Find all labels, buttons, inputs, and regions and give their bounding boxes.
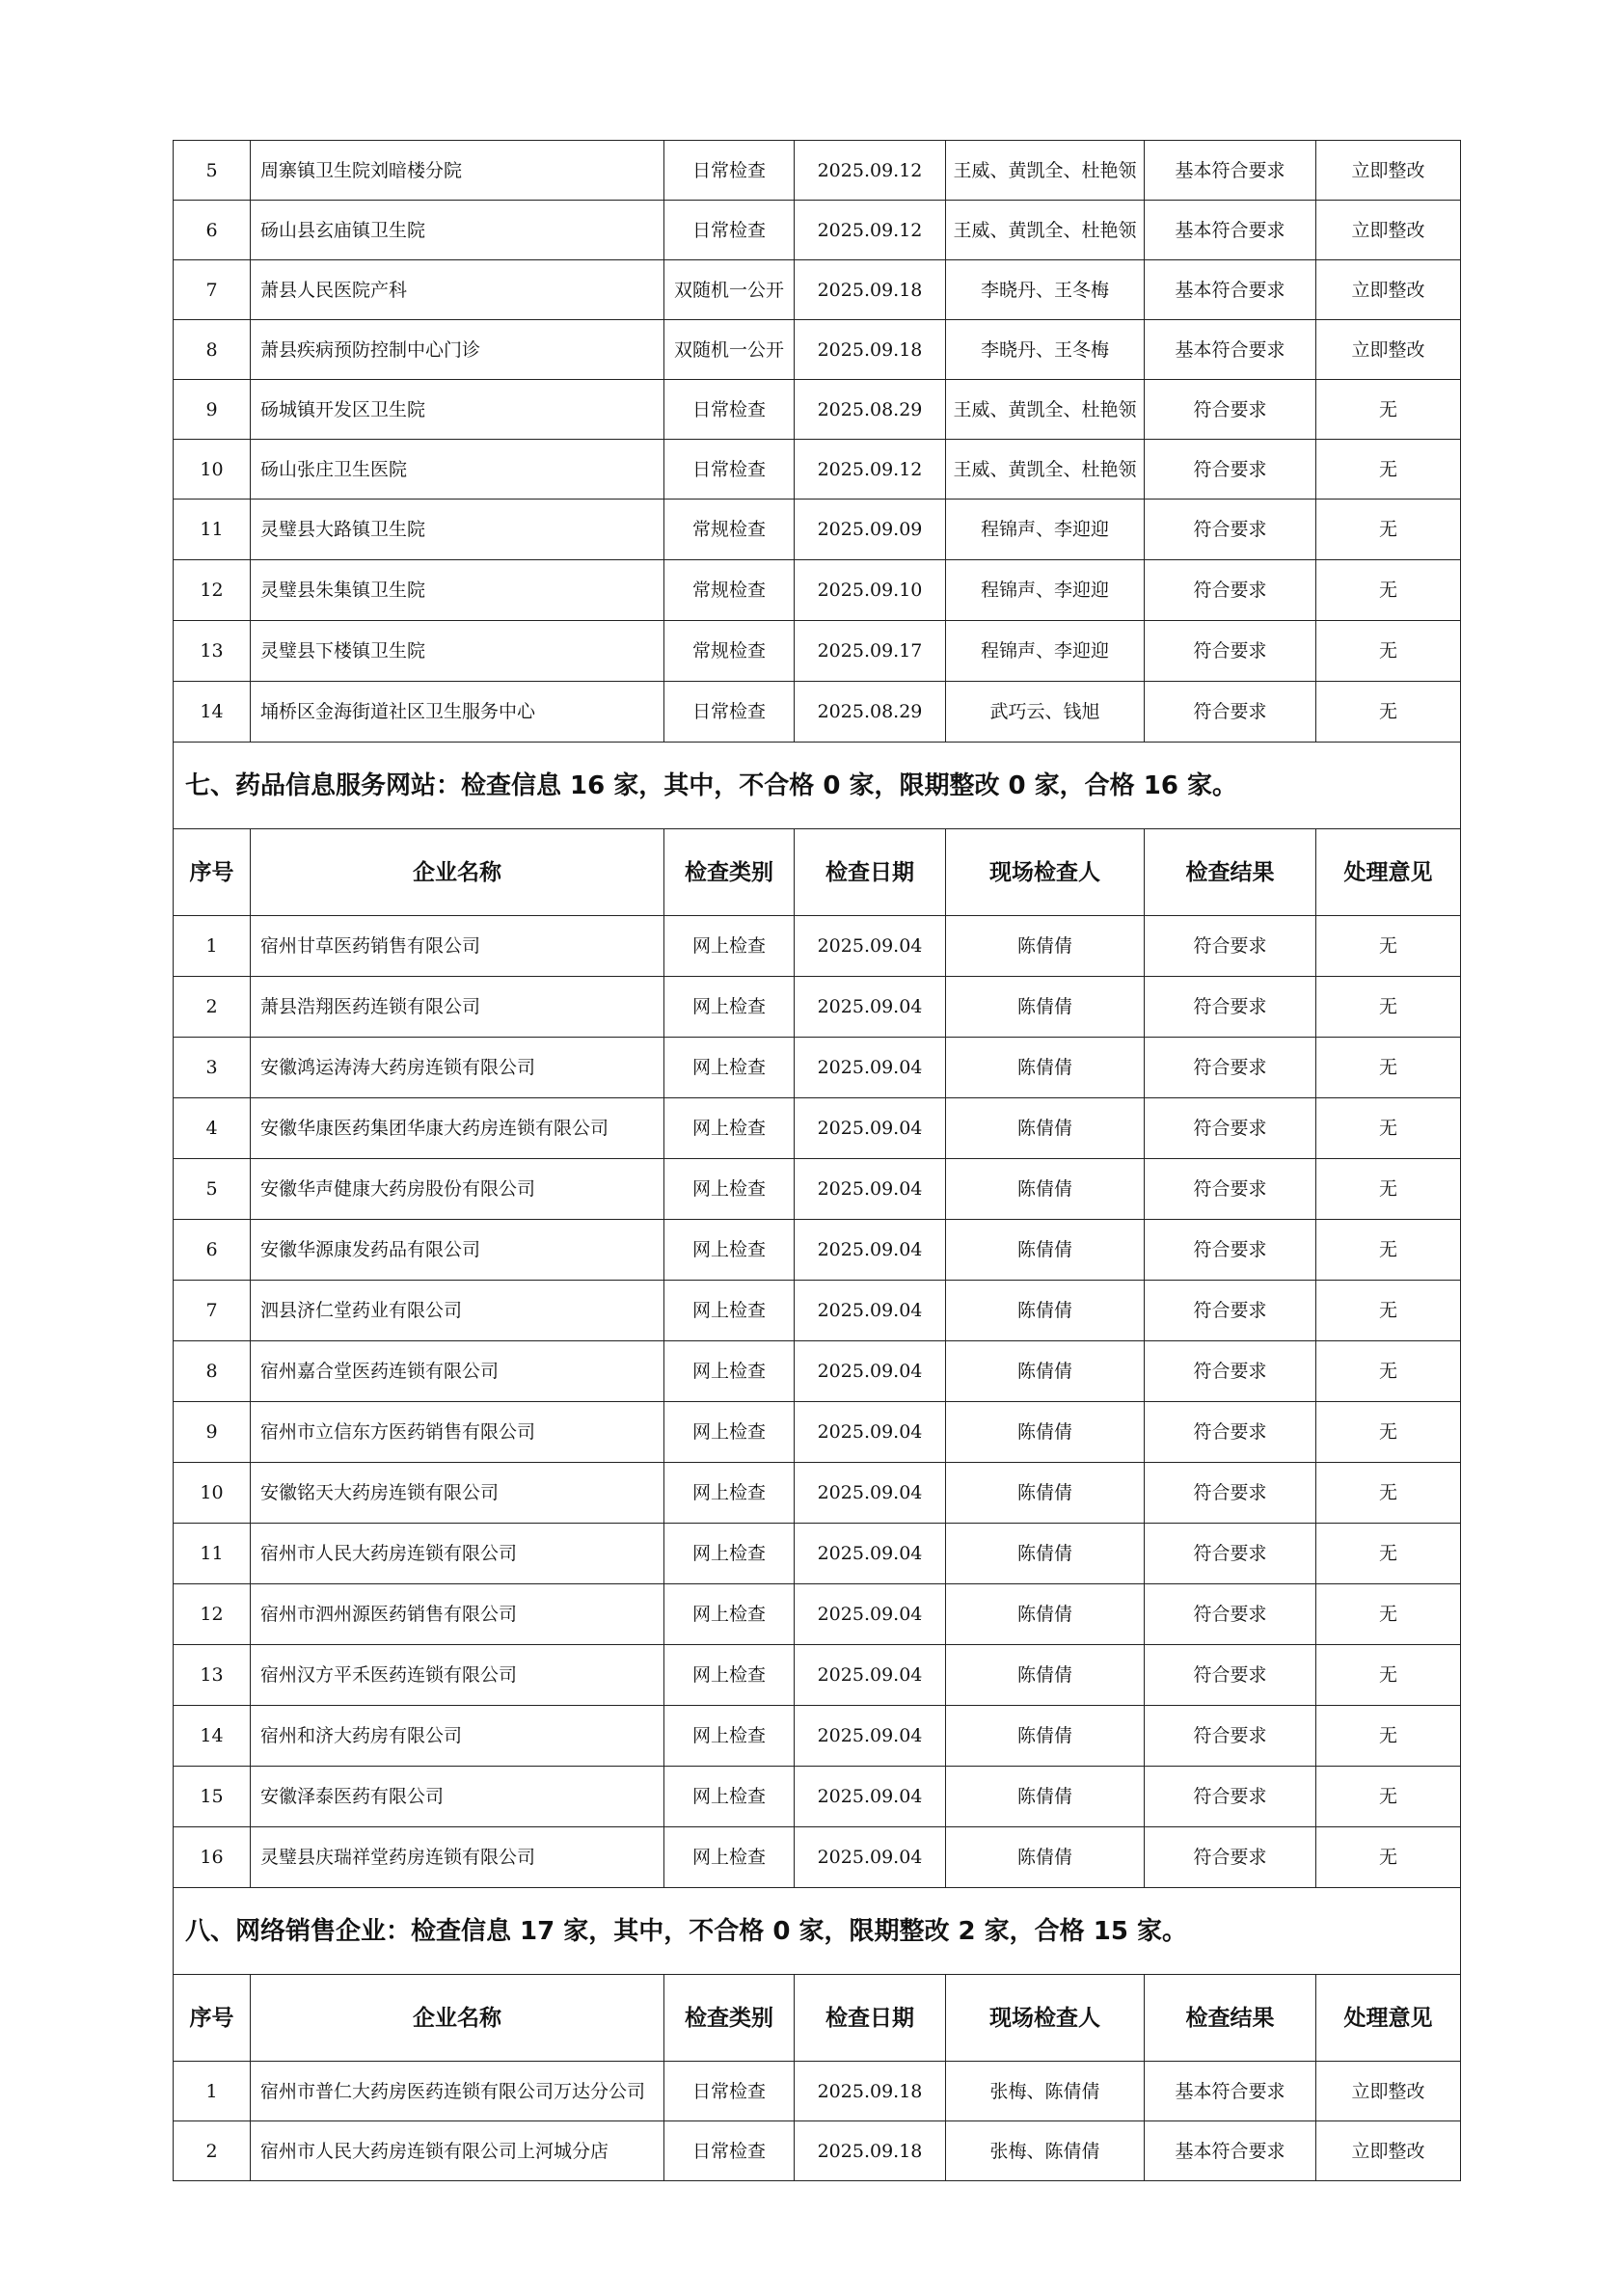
cell-name: 宿州汉方平禾医药连锁有限公司 xyxy=(251,1645,664,1706)
cell-opinion: 无 xyxy=(1316,682,1461,743)
cell-date: 2025.09.17 xyxy=(795,621,946,682)
table-header-row xyxy=(174,829,1461,916)
cell-seq: 7 xyxy=(174,1281,251,1341)
cell-name: 埇桥区金海街道社区卫生服务中心 xyxy=(251,682,664,743)
cell-name: 宿州市人民大药房连锁有限公司上河城分店 xyxy=(251,2121,664,2181)
cell-date: 2025.09.04 xyxy=(795,1159,946,1220)
cell-date: 2025.09.12 xyxy=(795,201,946,260)
cell-opinion: 无 xyxy=(1316,1281,1461,1341)
cell-seq: 12 xyxy=(174,560,251,621)
cell-opinion: 无 xyxy=(1316,1220,1461,1281)
cell-result: 符合要求 xyxy=(1145,1220,1316,1281)
table-row xyxy=(174,500,1461,560)
header-date: 检查日期 xyxy=(795,829,946,916)
cell-inspector: 陈倩倩 xyxy=(946,1584,1145,1645)
cell-date: 2025.09.04 xyxy=(795,1281,946,1341)
cell-category: 双随机一公开 xyxy=(664,260,795,320)
cell-opinion: 无 xyxy=(1316,1402,1461,1463)
cell-result: 符合要求 xyxy=(1145,1098,1316,1159)
cell-category: 网上检查 xyxy=(664,1038,795,1098)
cell-result: 符合要求 xyxy=(1145,560,1316,621)
cell-seq: 3 xyxy=(174,1038,251,1098)
table-row xyxy=(174,1402,1461,1463)
cell-date: 2025.09.04 xyxy=(795,1341,946,1402)
cell-date: 2025.08.29 xyxy=(795,380,946,440)
cell-name: 宿州市泗州源医药销售有限公司 xyxy=(251,1584,664,1645)
header-category: 检查类别 xyxy=(664,1975,795,2062)
cell-result: 符合要求 xyxy=(1145,380,1316,440)
cell-opinion: 无 xyxy=(1316,977,1461,1038)
cell-inspector: 陈倩倩 xyxy=(946,1098,1145,1159)
cell-result: 符合要求 xyxy=(1145,977,1316,1038)
cell-opinion: 无 xyxy=(1316,440,1461,500)
table-row xyxy=(174,2062,1461,2121)
cell-inspector: 程锦声、李迎迎 xyxy=(946,560,1145,621)
cell-opinion: 立即整改 xyxy=(1316,2121,1461,2181)
cell-name: 宿州市立信东方医药销售有限公司 xyxy=(251,1402,664,1463)
cell-category: 常规检查 xyxy=(664,560,795,621)
cell-seq: 5 xyxy=(174,1159,251,1220)
cell-category: 网上检查 xyxy=(664,1584,795,1645)
cell-date: 2025.09.10 xyxy=(795,560,946,621)
cell-seq: 1 xyxy=(174,916,251,977)
cell-result: 符合要求 xyxy=(1145,1645,1316,1706)
cell-opinion: 无 xyxy=(1316,1706,1461,1767)
header-date: 检查日期 xyxy=(795,1975,946,2062)
cell-seq: 2 xyxy=(174,2121,251,2181)
table-row xyxy=(174,1281,1461,1341)
cell-seq: 4 xyxy=(174,1098,251,1159)
cell-name: 宿州市普仁大药房医药连锁有限公司万达分公司 xyxy=(251,2062,664,2121)
cell-date: 2025.09.18 xyxy=(795,320,946,380)
cell-seq: 5 xyxy=(174,141,251,201)
cell-category: 网上检查 xyxy=(664,1767,795,1827)
cell-inspector: 张梅、陈倩倩 xyxy=(946,2121,1145,2181)
cell-opinion: 无 xyxy=(1316,1159,1461,1220)
header-name: 企业名称 xyxy=(251,829,664,916)
cell-category: 网上检查 xyxy=(664,1220,795,1281)
cell-inspector: 王威、黄凯全、杜艳领 xyxy=(946,141,1145,201)
cell-seq: 14 xyxy=(174,1706,251,1767)
section-title-row xyxy=(174,743,1461,829)
cell-category: 网上检查 xyxy=(664,916,795,977)
cell-date: 2025.09.12 xyxy=(795,440,946,500)
header-name: 企业名称 xyxy=(251,1975,664,2062)
cell-result: 符合要求 xyxy=(1145,682,1316,743)
cell-opinion: 无 xyxy=(1316,380,1461,440)
cell-result: 符合要求 xyxy=(1145,1159,1316,1220)
cell-result: 符合要求 xyxy=(1145,1402,1316,1463)
header-opinion: 处理意见 xyxy=(1316,1975,1461,2062)
cell-inspector: 王威、黄凯全、杜艳领 xyxy=(946,380,1145,440)
cell-name: 砀山张庄卫生医院 xyxy=(251,440,664,500)
cell-category: 双随机一公开 xyxy=(664,320,795,380)
cell-seq: 13 xyxy=(174,1645,251,1706)
cell-inspector: 王威、黄凯全、杜艳领 xyxy=(946,201,1145,260)
cell-date: 2025.09.09 xyxy=(795,500,946,560)
cell-date: 2025.09.04 xyxy=(795,1584,946,1645)
cell-seq: 1 xyxy=(174,2062,251,2121)
cell-opinion: 立即整改 xyxy=(1316,320,1461,380)
cell-opinion: 无 xyxy=(1316,1524,1461,1584)
cell-date: 2025.09.04 xyxy=(795,1038,946,1098)
cell-name: 宿州甘草医药销售有限公司 xyxy=(251,916,664,977)
cell-date: 2025.09.18 xyxy=(795,260,946,320)
cell-seq: 7 xyxy=(174,260,251,320)
cell-date: 2025.09.04 xyxy=(795,1767,946,1827)
section-title: 八、网络销售企业：检查信息 17 家，其中，不合格 0 家，限期整改 2 家，合格 15 家。 xyxy=(174,1888,1461,1975)
cell-category: 日常检查 xyxy=(664,2121,795,2181)
cell-date: 2025.09.12 xyxy=(795,141,946,201)
cell-category: 日常检查 xyxy=(664,682,795,743)
cell-result: 符合要求 xyxy=(1145,1341,1316,1402)
cell-name: 宿州嘉合堂医药连锁有限公司 xyxy=(251,1341,664,1402)
cell-result: 符合要求 xyxy=(1145,500,1316,560)
cell-category: 日常检查 xyxy=(664,380,795,440)
cell-result: 基本符合要求 xyxy=(1145,320,1316,380)
header-result: 检查结果 xyxy=(1145,1975,1316,2062)
cell-opinion: 无 xyxy=(1316,916,1461,977)
table-row xyxy=(174,201,1461,260)
cell-name: 安徽华声健康大药房股份有限公司 xyxy=(251,1159,664,1220)
cell-inspector: 陈倩倩 xyxy=(946,1706,1145,1767)
table-header-row xyxy=(174,1975,1461,2062)
cell-date: 2025.09.04 xyxy=(795,1524,946,1584)
cell-seq: 11 xyxy=(174,1524,251,1584)
cell-category: 网上检查 xyxy=(664,1281,795,1341)
cell-result: 符合要求 xyxy=(1145,1706,1316,1767)
cell-result: 符合要求 xyxy=(1145,621,1316,682)
cell-inspector: 李晓丹、王冬梅 xyxy=(946,260,1145,320)
cell-seq: 6 xyxy=(174,201,251,260)
table-row xyxy=(174,560,1461,621)
table-row xyxy=(174,1524,1461,1584)
table-row xyxy=(174,1463,1461,1524)
section-title: 七、药品信息服务网站：检查信息 16 家，其中，不合格 0 家，限期整改 0 家，合格 16 家。 xyxy=(174,743,1461,829)
cell-category: 日常检查 xyxy=(664,440,795,500)
cell-opinion: 立即整改 xyxy=(1316,260,1461,320)
cell-date: 2025.09.04 xyxy=(795,1098,946,1159)
cell-category: 网上检查 xyxy=(664,1524,795,1584)
cell-opinion: 立即整改 xyxy=(1316,2062,1461,2121)
cell-date: 2025.09.18 xyxy=(795,2062,946,2121)
cell-seq: 11 xyxy=(174,500,251,560)
table-row xyxy=(174,2121,1461,2181)
cell-inspector: 王威、黄凯全、杜艳领 xyxy=(946,440,1145,500)
table-row xyxy=(174,1341,1461,1402)
cell-result: 符合要求 xyxy=(1145,1584,1316,1645)
cell-category: 网上检查 xyxy=(664,1463,795,1524)
cell-category: 网上检查 xyxy=(664,1341,795,1402)
cell-opinion: 无 xyxy=(1316,1098,1461,1159)
cell-seq: 14 xyxy=(174,682,251,743)
header-inspector: 现场检查人 xyxy=(946,1975,1145,2062)
cell-category: 网上检查 xyxy=(664,1645,795,1706)
header-opinion: 处理意见 xyxy=(1316,829,1461,916)
table-row xyxy=(174,1584,1461,1645)
cell-result: 基本符合要求 xyxy=(1145,2062,1316,2121)
cell-opinion: 无 xyxy=(1316,1827,1461,1888)
cell-category: 网上检查 xyxy=(664,1706,795,1767)
table-row xyxy=(174,1827,1461,1888)
cell-inspector: 陈倩倩 xyxy=(946,1220,1145,1281)
cell-name: 灵璧县大路镇卫生院 xyxy=(251,500,664,560)
cell-category: 网上检查 xyxy=(664,1827,795,1888)
cell-inspector: 陈倩倩 xyxy=(946,1341,1145,1402)
cell-opinion: 无 xyxy=(1316,1767,1461,1827)
cell-inspector: 陈倩倩 xyxy=(946,1645,1145,1706)
cell-inspector: 陈倩倩 xyxy=(946,1767,1145,1827)
cell-result: 符合要求 xyxy=(1145,1524,1316,1584)
cell-seq: 6 xyxy=(174,1220,251,1281)
header-category: 检查类别 xyxy=(664,829,795,916)
cell-name: 周寨镇卫生院刘暗楼分院 xyxy=(251,141,664,201)
cell-seq: 9 xyxy=(174,380,251,440)
table-row xyxy=(174,682,1461,743)
cell-seq: 8 xyxy=(174,320,251,380)
cell-seq: 13 xyxy=(174,621,251,682)
table-row xyxy=(174,1767,1461,1827)
cell-inspector: 陈倩倩 xyxy=(946,1827,1145,1888)
header-seq: 序号 xyxy=(174,1975,251,2062)
cell-inspector: 陈倩倩 xyxy=(946,977,1145,1038)
cell-result: 基本符合要求 xyxy=(1145,2121,1316,2181)
cell-name: 萧县疾病预防控制中心门诊 xyxy=(251,320,664,380)
cell-date: 2025.08.29 xyxy=(795,682,946,743)
cell-category: 日常检查 xyxy=(664,201,795,260)
cell-opinion: 立即整改 xyxy=(1316,201,1461,260)
cell-result: 符合要求 xyxy=(1145,440,1316,500)
cell-result: 基本符合要求 xyxy=(1145,201,1316,260)
cell-opinion: 无 xyxy=(1316,1463,1461,1524)
cell-category: 网上检查 xyxy=(664,1098,795,1159)
cell-opinion: 无 xyxy=(1316,1341,1461,1402)
table-row xyxy=(174,1159,1461,1220)
cell-category: 网上检查 xyxy=(664,1159,795,1220)
cell-opinion: 无 xyxy=(1316,1038,1461,1098)
cell-inspector: 陈倩倩 xyxy=(946,1159,1145,1220)
cell-name: 安徽鸿运涛涛大药房连锁有限公司 xyxy=(251,1038,664,1098)
cell-seq: 12 xyxy=(174,1584,251,1645)
cell-seq: 16 xyxy=(174,1827,251,1888)
cell-result: 符合要求 xyxy=(1145,1827,1316,1888)
table-row xyxy=(174,1645,1461,1706)
cell-date: 2025.09.04 xyxy=(795,1645,946,1706)
table-row xyxy=(174,320,1461,380)
cell-name: 灵璧县庆瑞祥堂药房连锁有限公司 xyxy=(251,1827,664,1888)
cell-date: 2025.09.04 xyxy=(795,1463,946,1524)
table-row xyxy=(174,1706,1461,1767)
cell-name: 灵璧县朱集镇卫生院 xyxy=(251,560,664,621)
table-row xyxy=(174,1098,1461,1159)
cell-category: 日常检查 xyxy=(664,141,795,201)
cell-name: 宿州市人民大药房连锁有限公司 xyxy=(251,1524,664,1584)
table-row xyxy=(174,260,1461,320)
cell-seq: 9 xyxy=(174,1402,251,1463)
cell-opinion: 无 xyxy=(1316,621,1461,682)
cell-name: 安徽华康医药集团华康大药房连锁有限公司 xyxy=(251,1098,664,1159)
cell-name: 宿州和济大药房有限公司 xyxy=(251,1706,664,1767)
cell-result: 符合要求 xyxy=(1145,916,1316,977)
cell-inspector: 陈倩倩 xyxy=(946,1402,1145,1463)
cell-name: 安徽泽泰医药有限公司 xyxy=(251,1767,664,1827)
cell-date: 2025.09.18 xyxy=(795,2121,946,2181)
cell-seq: 8 xyxy=(174,1341,251,1402)
cell-name: 砀山县玄庙镇卫生院 xyxy=(251,201,664,260)
table-row xyxy=(174,621,1461,682)
cell-seq: 10 xyxy=(174,440,251,500)
cell-inspector: 程锦声、李迎迎 xyxy=(946,500,1145,560)
cell-category: 日常检查 xyxy=(664,2062,795,2121)
cell-opinion: 立即整改 xyxy=(1316,141,1461,201)
table-row xyxy=(174,380,1461,440)
cell-inspector: 陈倩倩 xyxy=(946,1281,1145,1341)
cell-name: 灵璧县下楼镇卫生院 xyxy=(251,621,664,682)
cell-result: 符合要求 xyxy=(1145,1767,1316,1827)
cell-name: 安徽铭天大药房连锁有限公司 xyxy=(251,1463,664,1524)
header-seq: 序号 xyxy=(174,829,251,916)
cell-date: 2025.09.04 xyxy=(795,977,946,1038)
cell-date: 2025.09.04 xyxy=(795,1706,946,1767)
cell-date: 2025.09.04 xyxy=(795,1220,946,1281)
cell-opinion: 无 xyxy=(1316,1584,1461,1645)
cell-seq: 2 xyxy=(174,977,251,1038)
header-result: 检查结果 xyxy=(1145,829,1316,916)
cell-category: 常规检查 xyxy=(664,500,795,560)
section-title-row xyxy=(174,1888,1461,1975)
cell-result: 基本符合要求 xyxy=(1145,260,1316,320)
cell-opinion: 无 xyxy=(1316,1645,1461,1706)
table-row xyxy=(174,916,1461,977)
table-row xyxy=(174,977,1461,1038)
cell-result: 符合要求 xyxy=(1145,1038,1316,1098)
header-inspector: 现场检查人 xyxy=(946,829,1145,916)
cell-result: 符合要求 xyxy=(1145,1281,1316,1341)
cell-name: 泗县济仁堂药业有限公司 xyxy=(251,1281,664,1341)
cell-inspector: 张梅、陈倩倩 xyxy=(946,2062,1145,2121)
table-body xyxy=(174,141,1461,2181)
cell-category: 网上检查 xyxy=(664,1402,795,1463)
table-row xyxy=(174,440,1461,500)
cell-date: 2025.09.04 xyxy=(795,1827,946,1888)
table-row xyxy=(174,141,1461,201)
cell-seq: 15 xyxy=(174,1767,251,1827)
cell-category: 常规检查 xyxy=(664,621,795,682)
cell-opinion: 无 xyxy=(1316,560,1461,621)
table-row xyxy=(174,1220,1461,1281)
cell-date: 2025.09.04 xyxy=(795,916,946,977)
cell-name: 萧县浩翔医药连锁有限公司 xyxy=(251,977,664,1038)
cell-inspector: 陈倩倩 xyxy=(946,916,1145,977)
cell-inspector: 陈倩倩 xyxy=(946,1463,1145,1524)
table-row xyxy=(174,1038,1461,1098)
cell-inspector: 武巧云、钱旭 xyxy=(946,682,1145,743)
cell-result: 基本符合要求 xyxy=(1145,141,1316,201)
cell-inspector: 程锦声、李迎迎 xyxy=(946,621,1145,682)
cell-inspector: 李晓丹、王冬梅 xyxy=(946,320,1145,380)
cell-inspector: 陈倩倩 xyxy=(946,1038,1145,1098)
cell-seq: 10 xyxy=(174,1463,251,1524)
cell-name: 安徽华源康发药品有限公司 xyxy=(251,1220,664,1281)
cell-inspector: 陈倩倩 xyxy=(946,1524,1145,1584)
cell-name: 砀城镇开发区卫生院 xyxy=(251,380,664,440)
inspection-table xyxy=(173,140,1461,2181)
cell-result: 符合要求 xyxy=(1145,1463,1316,1524)
cell-name: 萧县人民医院产科 xyxy=(251,260,664,320)
cell-opinion: 无 xyxy=(1316,500,1461,560)
cell-date: 2025.09.04 xyxy=(795,1402,946,1463)
cell-category: 网上检查 xyxy=(664,977,795,1038)
